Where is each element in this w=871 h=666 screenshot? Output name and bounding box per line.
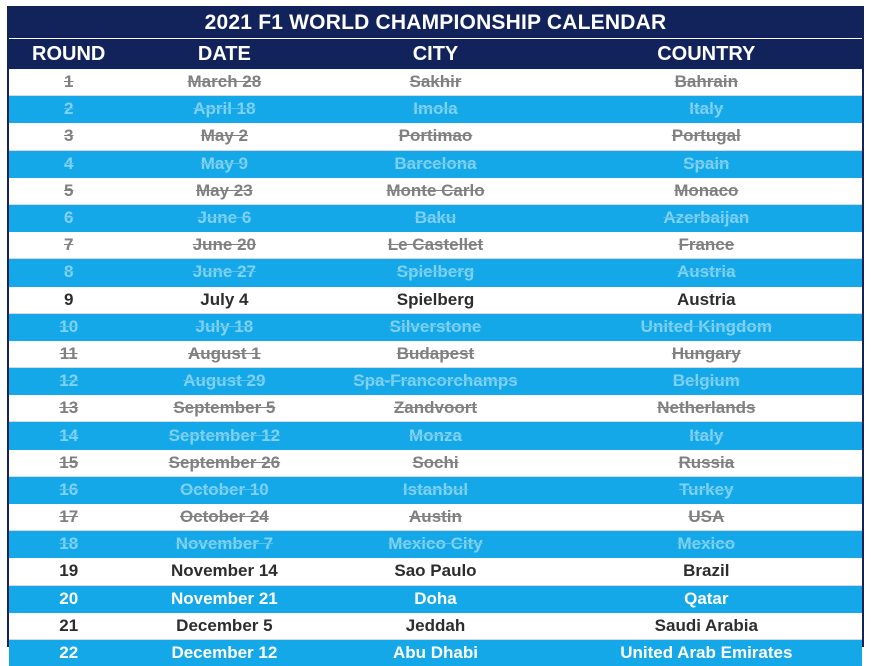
table-row	[9, 558, 862, 585]
cell-date: June 27	[128, 259, 320, 286]
cell-city: Austin	[320, 504, 550, 531]
cell-country: Turkey	[551, 476, 862, 503]
cell-country: Austria	[551, 259, 862, 286]
cell-country: Netherlands	[551, 395, 862, 422]
cell-country: USA	[551, 504, 862, 531]
cell-country: Belgium	[551, 368, 862, 395]
cell-country: Portugal	[551, 123, 862, 150]
calendar-body	[9, 8, 862, 666]
cell-date: September 26	[128, 449, 320, 476]
cell-date: July 18	[128, 313, 320, 340]
cell-city: Jeddah	[320, 612, 550, 639]
cell-city: Portimao	[320, 123, 550, 150]
cell-city: Spielberg	[320, 259, 550, 286]
cell-round: 11	[9, 340, 128, 367]
cell-date: May 9	[128, 150, 320, 177]
cell-country: Austria	[551, 286, 862, 313]
cell-country: Italy	[551, 96, 862, 123]
cell-date: June 20	[128, 232, 320, 259]
cell-country: Qatar	[551, 585, 862, 612]
table-row	[9, 204, 862, 231]
cell-city: Silverstone	[320, 313, 550, 340]
cell-city: Sao Paulo	[320, 558, 550, 585]
cell-city: Sakhir	[320, 69, 550, 96]
cell-city: Sochi	[320, 449, 550, 476]
cell-date: November 7	[128, 531, 320, 558]
column-header-row	[9, 39, 862, 70]
cell-round: 3	[9, 123, 128, 150]
cell-round: 5	[9, 177, 128, 204]
table-row	[9, 531, 862, 558]
cell-round: 19	[9, 558, 128, 585]
table-row	[9, 259, 862, 286]
cell-round: 7	[9, 232, 128, 259]
cell-round: 16	[9, 476, 128, 503]
cell-city: Monza	[320, 422, 550, 449]
cell-city: Baku	[320, 204, 550, 231]
table-row	[9, 340, 862, 367]
cell-date: March 28	[128, 69, 320, 96]
cell-date: August 29	[128, 368, 320, 395]
cell-city: Istanbul	[320, 476, 550, 503]
cell-round: 4	[9, 150, 128, 177]
cell-city: Doha	[320, 585, 550, 612]
table-row	[9, 395, 862, 422]
cell-city: Mexico City	[320, 531, 550, 558]
cell-round: 18	[9, 531, 128, 558]
cell-country: United Arab Emirates	[551, 639, 862, 666]
table-row	[9, 96, 862, 123]
cell-date: September 5	[128, 395, 320, 422]
table-row	[9, 150, 862, 177]
cell-round: 21	[9, 612, 128, 639]
cell-round: 14	[9, 422, 128, 449]
table-row	[9, 612, 862, 639]
cell-round: 8	[9, 259, 128, 286]
cell-round: 2	[9, 96, 128, 123]
cell-date: August 1	[128, 340, 320, 367]
calendar-frame	[7, 6, 864, 663]
cell-country: France	[551, 232, 862, 259]
table-row	[9, 232, 862, 259]
cell-city: Budapest	[320, 340, 550, 367]
cell-date: June 6	[128, 204, 320, 231]
cell-round: 9	[9, 286, 128, 313]
cell-round: 15	[9, 449, 128, 476]
cell-date: May 23	[128, 177, 320, 204]
column-header-country: COUNTRY	[551, 39, 862, 70]
cell-date: May 2	[128, 123, 320, 150]
table-row	[9, 286, 862, 313]
cell-date: December 5	[128, 612, 320, 639]
cell-round: 10	[9, 313, 128, 340]
cell-country: Bahrain	[551, 69, 862, 96]
cell-date: December 12	[128, 639, 320, 666]
cell-date: November 14	[128, 558, 320, 585]
table-row	[9, 422, 862, 449]
title-row	[9, 8, 862, 39]
page-title: 2021 F1 WORLD CHAMPIONSHIP CALENDAR	[9, 8, 862, 39]
cell-country: Azerbaijan	[551, 204, 862, 231]
calendar-table	[9, 8, 862, 666]
cell-round: 17	[9, 504, 128, 531]
cell-city: Zandvoort	[320, 395, 550, 422]
cell-city: Spielberg	[320, 286, 550, 313]
table-row	[9, 177, 862, 204]
column-header-round: ROUND	[9, 39, 128, 70]
cell-date: July 4	[128, 286, 320, 313]
table-row	[9, 449, 862, 476]
cell-city: Abu Dhabi	[320, 639, 550, 666]
cell-date: September 12	[128, 422, 320, 449]
cell-round: 22	[9, 639, 128, 666]
cell-country: United Kingdom	[551, 313, 862, 340]
cell-country: Brazil	[551, 558, 862, 585]
cell-city: Monte Carlo	[320, 177, 550, 204]
cell-date: October 10	[128, 476, 320, 503]
cell-country: Mexico	[551, 531, 862, 558]
table-row	[9, 585, 862, 612]
column-header-city: CITY	[320, 39, 550, 70]
cell-city: Spa-Francorchamps	[320, 368, 550, 395]
cell-city: Imola	[320, 96, 550, 123]
cell-date: November 21	[128, 585, 320, 612]
cell-round: 13	[9, 395, 128, 422]
cell-round: 1	[9, 69, 128, 96]
cell-country: Italy	[551, 422, 862, 449]
cell-country: Hungary	[551, 340, 862, 367]
table-row	[9, 368, 862, 395]
cell-country: Monaco	[551, 177, 862, 204]
cell-city: Barcelona	[320, 150, 550, 177]
cell-date: April 18	[128, 96, 320, 123]
cell-round: 12	[9, 368, 128, 395]
column-header-date: DATE	[128, 39, 320, 70]
table-row	[9, 476, 862, 503]
cell-date: October 24	[128, 504, 320, 531]
cell-city: Le Castellet	[320, 232, 550, 259]
cell-country: Saudi Arabia	[551, 612, 862, 639]
cell-round: 20	[9, 585, 128, 612]
table-row	[9, 504, 862, 531]
table-row	[9, 69, 862, 96]
cell-country: Russia	[551, 449, 862, 476]
cell-country: Spain	[551, 150, 862, 177]
cell-round: 6	[9, 204, 128, 231]
table-row	[9, 313, 862, 340]
table-row	[9, 123, 862, 150]
